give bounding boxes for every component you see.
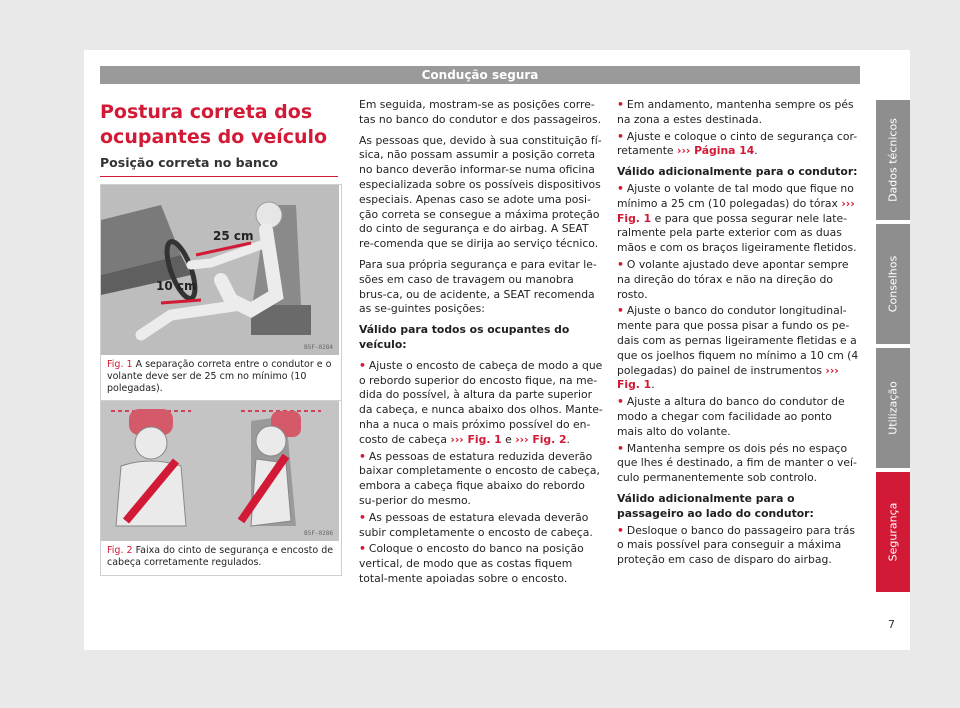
bullet-feet-space: • Mantenha sempre os dois pés no espaço que lhes é destinado, a fim de manter o veí-culo permanentemente sob controlo. — [617, 442, 861, 486]
fig-1-link[interactable]: ››› Fig. 1 — [450, 432, 502, 446]
tab-utilizacao[interactable]: Utilização — [876, 348, 910, 468]
fig-1-link-3[interactable]: ››› Fig. 1 — [617, 363, 839, 392]
figure-2-caption-text: Faixa do cinto de segurança e encosto de cabeça corretamente regulados. — [107, 545, 334, 568]
bullet-seat-longitudinal: • Ajuste o banco do condutor longitudinal-mente para que possa pisar a fundo os pe-dais com as pernas ligeiramente fletidas e a que os joelhos fiquem no mínimo a 10 cm (4 polegadas) do painel de instrumentos ››› Fig. 1. — [617, 304, 861, 393]
heading-passenger: Válido adicionalmente para o passageiro ao lado do condutor: — [617, 491, 814, 520]
tab-seguranca[interactable]: Segurança — [876, 472, 910, 592]
text-column-2 — [359, 98, 603, 589]
bullet-seat-belt: • Ajuste e coloque o cinto de segurança cor-retamente ››› Página 14. — [617, 130, 861, 160]
fig-2-link[interactable]: ››› Fig. 2 — [515, 432, 567, 446]
page-14-link[interactable]: ››› Página 14 — [677, 144, 755, 158]
bullet-feet-zone: • Em andamento, mantenha sempre os pés na zona a estes destinada. — [617, 98, 861, 128]
driver-seat-illustration — [101, 185, 339, 355]
bullet-steering-direction: • O volante ajustado deve apontar sempre na direção do tórax e não na direção do rosto. — [617, 258, 861, 302]
bullet-seat-height: • Ajuste a altura do banco do condutor de modo a chegar com facilidade ao ponto mais alto do volante. — [617, 395, 861, 439]
tab-conselhos[interactable]: Conselhos — [876, 224, 910, 344]
page-subtitle: Posição correta no banco — [100, 155, 338, 177]
page-number: 7 — [888, 618, 895, 631]
bullet-seat-back: • Coloque o encosto do banco na posição vertical, de modo que as costas fiquem total-mente apoiadas sobre o encosto. — [359, 542, 603, 586]
headrest-belt-illustration — [101, 401, 339, 541]
bullet-short-stature: • As pessoas de estatura reduzida deverão baixar completamente o encosto de cabeça, embora a cabeça fique abaixo do rebordo su-perior do mesmo. — [359, 450, 603, 509]
figure-2 — [100, 400, 342, 576]
paragraph-special-devices: As pessoas que, devido à sua constituição fí-sica, não possam assumir a posição correta no banco deverão informar-se numa oficina especializada sobre os possíveis dispositivos especiais. Apenas caso se adote uma posi-ção correta se consegue a máxima proteção do cinto de segurança e do airbag. A SEAT re-comenda que se dirija ao serviço técnico. — [359, 133, 602, 251]
bullet-passenger-seat: • Desloque o banco do passageiro para trás o mais possível para conseguir a máxima proteção em caso de disparo do airbag. — [617, 524, 861, 568]
figure-2-label: Fig. 2 — [107, 545, 133, 556]
figure-2-code: B5F-0286 — [304, 530, 333, 537]
figure-1 — [100, 184, 342, 402]
bullet-tall-stature: • As pessoas de estatura elevada deverão subir completamente o encosto de cabeça. — [359, 511, 603, 541]
paragraph-intro: Em seguida, mostram-se as posições corre-tas no banco do condutor e dos passageiros. — [359, 98, 602, 126]
figure-1-label: Fig. 1 — [107, 359, 133, 370]
distance-label-10cm: 10 cm — [156, 279, 197, 293]
fig-1-link-2[interactable]: ››› Fig. 1 — [617, 196, 855, 225]
figure-1-caption — [101, 355, 341, 401]
heading-driver: Válido adicionalmente para o condutor: — [617, 165, 858, 179]
distance-label-25cm: 25 cm — [213, 229, 254, 243]
figure-2-image — [101, 401, 339, 541]
bullet-steering-distance: • Ajuste o volante de tal modo que fique no mínimo a 25 cm (10 polegadas) do tórax ››› Fig. 1 e para que possa segurar nele late-ralmente pela parte exterior com as duas mãos e com os braços ligeiramente fletidos. — [617, 182, 861, 256]
page-title: Postura correta dos ocupantes do veículo — [100, 101, 328, 148]
figure-1-code: B5F-0284 — [304, 344, 333, 351]
paragraph-recommendation: Para sua própria segurança e para evitar le-sões em caso de travagem ou manobra brus-ca, ou de acidente, a SEAT recomenda as se-guintes posições: — [359, 257, 597, 316]
figure-2-caption — [101, 541, 341, 575]
bullet-headrest: • Ajuste o encosto de cabeça de modo a que o rebordo superior do encosto fique, na me-dida do possível, à altura da parte superior da cabeça, e nunca abaixo dos olhos. Mante-nha a nuca o mais próximo possível do en-costo de cabeça ››› Fig. 1 e ››› Fig. 2. — [359, 359, 603, 448]
heading-all-occupants: Válido para todos os ocupantes do veículo: — [359, 323, 570, 351]
figure-1-image — [101, 185, 339, 355]
section-header: Condução segura — [100, 66, 860, 84]
text-column-3 — [617, 98, 861, 574]
tab-dados-tecnicos[interactable]: Dados técnicos — [876, 100, 910, 220]
figure-1-caption-text: A separação correta entre o condutor e o volante deve ser de 25 cm no mínimo (10 polegadas). — [107, 359, 332, 394]
